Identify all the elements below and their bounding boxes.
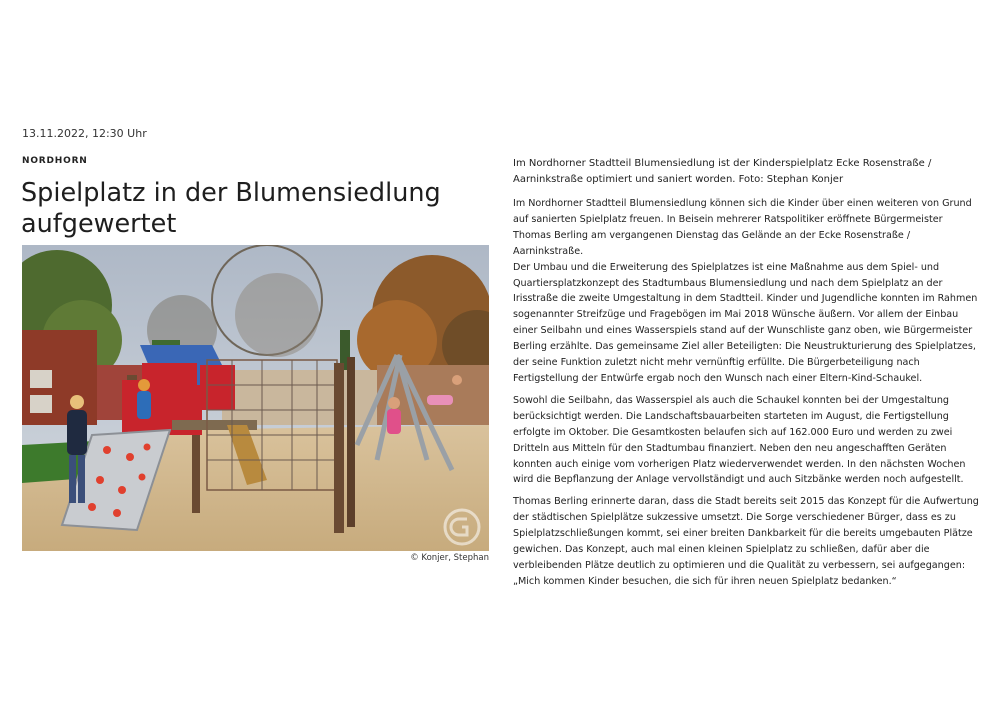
photo-credit: © Konjer, Stephan — [410, 553, 489, 563]
article-headline: Spielplatz in der Blumensiedlung aufgewertet — [21, 178, 441, 239]
image-caption: Im Nordhorner Stadtteil Blumensiedlung ist der Kinderspielplatz Ecke Rosenstraße / Aarninkstraße optimiert und saniert worden. Foto: Stephan Konjer — [513, 158, 932, 185]
article-body — [513, 196, 983, 596]
article-paragraph: Thomas Berling erinnerte daran, dass die Stadt bereits seit 2015 das Konzept für die Aufwertung der städtischen Spielplätze sukzessive umsetzt. Die Sorge verschiedener Bürger, dass es zu Spielplatzschließungen kommt, sei einer breiten Dankbarkeit für die bereits umgebauten Plätze gewichen. Das Konzept, auch mal einen kleinen Spielplatz zu schließen, dafür aber die verbleibenden Plätze deutlich zu optimieren und die Qualität zu verbessern, sei aufgegangen: „Mich kommen Kinder besuchen, die sich für ihren neuen Spielplatz bedanken.“ — [513, 496, 979, 587]
article-paragraph: Der Umbau und die Erweiterung des Spielplatzes ist eine Maßnahme aus dem Spiel- und Quartiersplatzkonzept des Stadtumbaus Blumensiedlung und nach dem Spielplatz an der Irisstraße die zweite Umgestaltung in dem Stadtteil. Kinder und Jugendliche konnten im Rahmen sogenannter Streifzüge und Fragebögen im Mai 2018 Wünsche äußern. Vor allem der Einbau einer Seilbahn und eines Wasserspiels stand auf der Wunschliste ganz oben, wie Bürgermeister Berling erzählte. Das gemeinsame Ziel aller Beteiligten: Die Neustrukturierung des Spielplatzes, der seine Funktion zuletzt nicht mehr vernünftig erfüllte. Die Bürgerbeteiligung nach Fertigstellung der Entwürfe ergab noch den Wunsch nach einer Eltern-Kind-Schaukel. — [513, 261, 978, 384]
article-date: 13.11.2022, 12:30 Uhr — [22, 127, 147, 140]
article-paragraph: Sowohl die Seilbahn, das Wasserspiel als auch die Schaukel konnten bei der Umgestaltung berücksichtigt werden. Die Landschaftsbauarbeiten starteten im August, die Fertigstellung erfolgte im Oktober. Die Gesamtkosten belaufen sich auf 162.000 Euro und werden zu zwei Dritteln aus Mitteln für den Stadtumbau finanziert. Neben den neu angeschafften Geräten konnten auch einige vom vorherigen Platz wiederverwendet werden. In den nächsten Wochen wird die Bepflanzung der Anlage vervollständigt und auch Sitzbänke werden noch aufgestellt. — [513, 394, 966, 486]
article-paragraph: Im Nordhorner Stadtteil Blumensiedlung können sich die Kinder über einen weiteren von Grund auf sanierten Spielplatz freuen. In Beisein mehrerer Ratspolitiker eröffnete Bürgermeister Thomas Berling am vergangenen Dienstag das Gelände an der Ecke Rosenstraße / Aarninkstraße. — [513, 198, 972, 257]
article-photo[interactable] — [22, 245, 489, 551]
section-label[interactable]: NORDHORN — [22, 156, 88, 166]
